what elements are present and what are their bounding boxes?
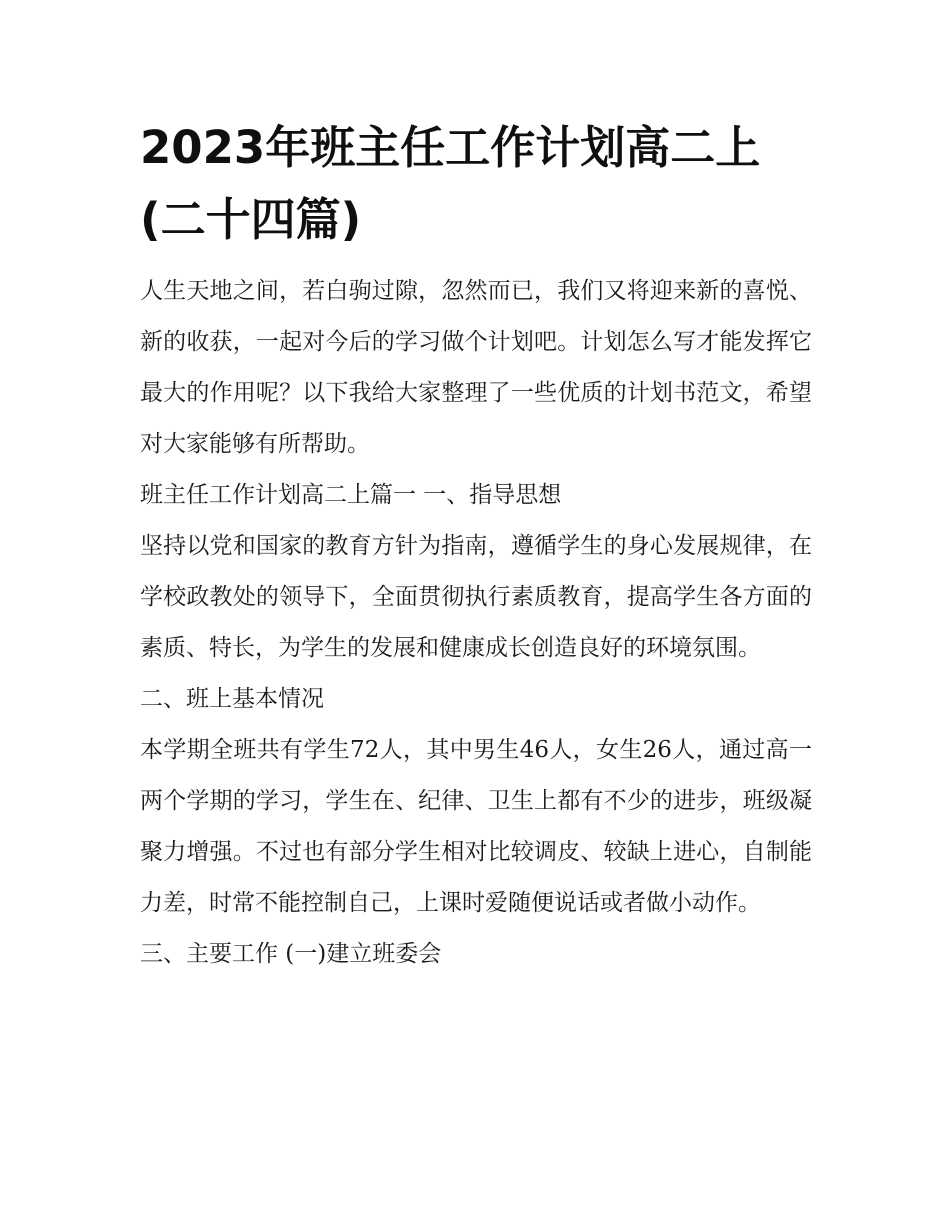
intro-paragraph: 人生天地之间，若白驹过隙，忽然而已，我们又将迎来新的喜悦、新的收获，一起对今后的学习做个计划吧。计划怎么写才能发挥它最大的作用呢？以下我给大家整理了一些优质的计划书范文，希望对大家能够有所帮助。 (140, 278, 812, 457)
section-heading-guiding-thought: 班主任工作计划高二上篇一 一、指导思想 (140, 482, 562, 508)
class-situation-paragraph: 本学期全班共有学生72人，其中男生46人，女生26人，通过高一两个学期的学习，学生在、纪律、卫生上都有不少的进步，班级凝聚力增强。不过也有部分学生相对比较调皮、较缺上进心，自制能力差，时常不能控制自己，上课时爱随便说话或者做小动作。 (140, 737, 812, 916)
section-heading-class-situation: 二、班上基本情况 (140, 686, 324, 712)
document-title: 2023年班主任工作计划高二上(二十四篇) (140, 121, 761, 246)
guiding-thought-paragraph: 坚持以党和国家的教育方针为指南，遵循学生的身心发展规律，在学校政教处的领导下，全面贯彻执行素质教育，提高学生各方面的素质、特长，为学生的发展和健康成长创造良好的环境氛围。 (140, 533, 812, 661)
document-page (140, 112, 812, 980)
section-heading-main-work: 三、主要工作 (一)建立班委会 (140, 941, 442, 967)
